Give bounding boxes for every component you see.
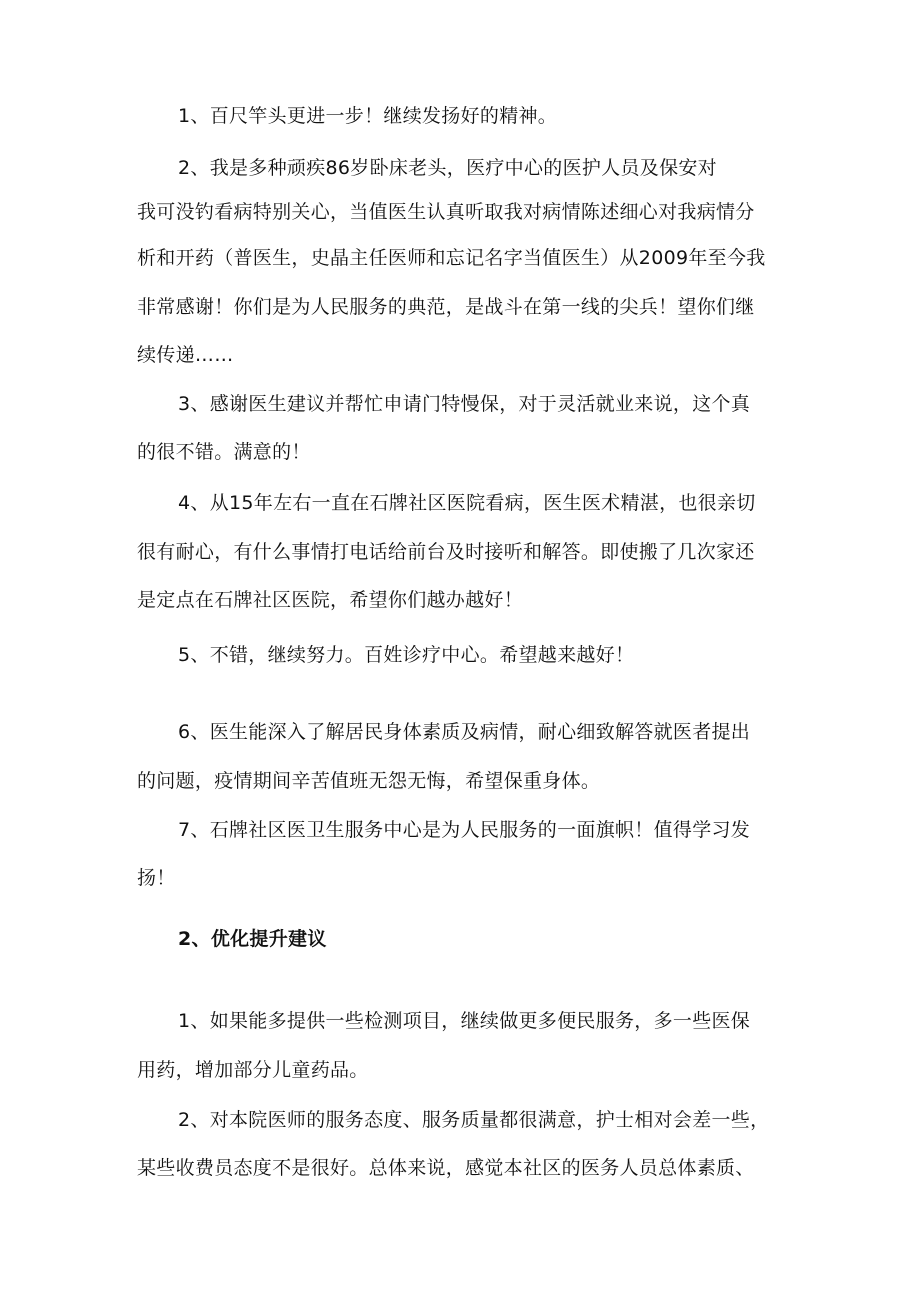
comment-4-line-2: 很有耐心，有什么事情打电话给前台及时接听和解答。即使搬了几次家还 xyxy=(137,541,755,563)
suggestion-1-line-1: 1、如果能多提供一些检测项目，继续做更多便民服务，多一些医保 xyxy=(178,1010,751,1032)
comment-4-line-1: 4、从15年左右一直在石牌社区医院看病，医生医术精湛，也很亲切 xyxy=(178,492,756,514)
comment-2-line-4: 非常感谢！你们是为人民服务的典范，是战斗在第一线的尖兵！望你们继 xyxy=(137,296,755,318)
comment-2-line-1: 2、我是多种顽疾86岁卧床老头，医疗中心的医护人员及保安对 xyxy=(178,157,717,179)
comment-6-line-1: 6、医生能深入了解居民身体素质及病情，耐心细致解答就医者提出 xyxy=(178,721,751,743)
comment-5-line-1: 5、不错，继续努力。百姓诊疗中心。希望越来越好！ xyxy=(178,644,635,666)
suggestion-2-line-1: 2、对本院医师的服务态度、服务质量都很满意，护士相对会差一些， xyxy=(178,1109,770,1131)
comment-2-line-3: 析和开药（普医生，史晶主任医师和忘记名字当值医生）从2009年至今我 xyxy=(137,247,766,269)
comment-4-line-3: 是定点在石牌社区医院，希望你们越办越好！ xyxy=(137,589,524,611)
section-heading: 2、优化提升建议 xyxy=(178,928,327,950)
comment-7-line-2: 扬！ xyxy=(137,867,176,889)
comment-7-line-1: 7、石牌社区医卫生服务中心是为人民服务的一面旗帜！值得学习发 xyxy=(178,819,751,841)
suggestion-1-line-2: 用药，增加部分儿童药品。 xyxy=(137,1059,369,1081)
comment-3-line-1: 3、感谢医生建议并帮忙申请门特慢保，对于灵活就业来说，这个真 xyxy=(178,393,751,415)
comment-6-line-2: 的问题，疫情期间辛苦值班无怨无悔，希望保重身体。 xyxy=(137,770,601,792)
comment-3-line-2: 的很不错。满意的！ xyxy=(137,441,311,463)
comment-2-line-2: 我可没钓看病特别关心，当值医生认真听取我对病情陈述细心对我病情分 xyxy=(137,201,755,223)
comment-1-line-1: 1、百尺竿头更进一步！继续发扬好的精神。 xyxy=(178,105,558,127)
comment-2-line-5: 续传递…… xyxy=(137,344,234,366)
suggestion-2-line-2: 某些收费员态度不是很好。总体来说，感觉本社区的医务人员总体素质、 xyxy=(137,1157,755,1179)
